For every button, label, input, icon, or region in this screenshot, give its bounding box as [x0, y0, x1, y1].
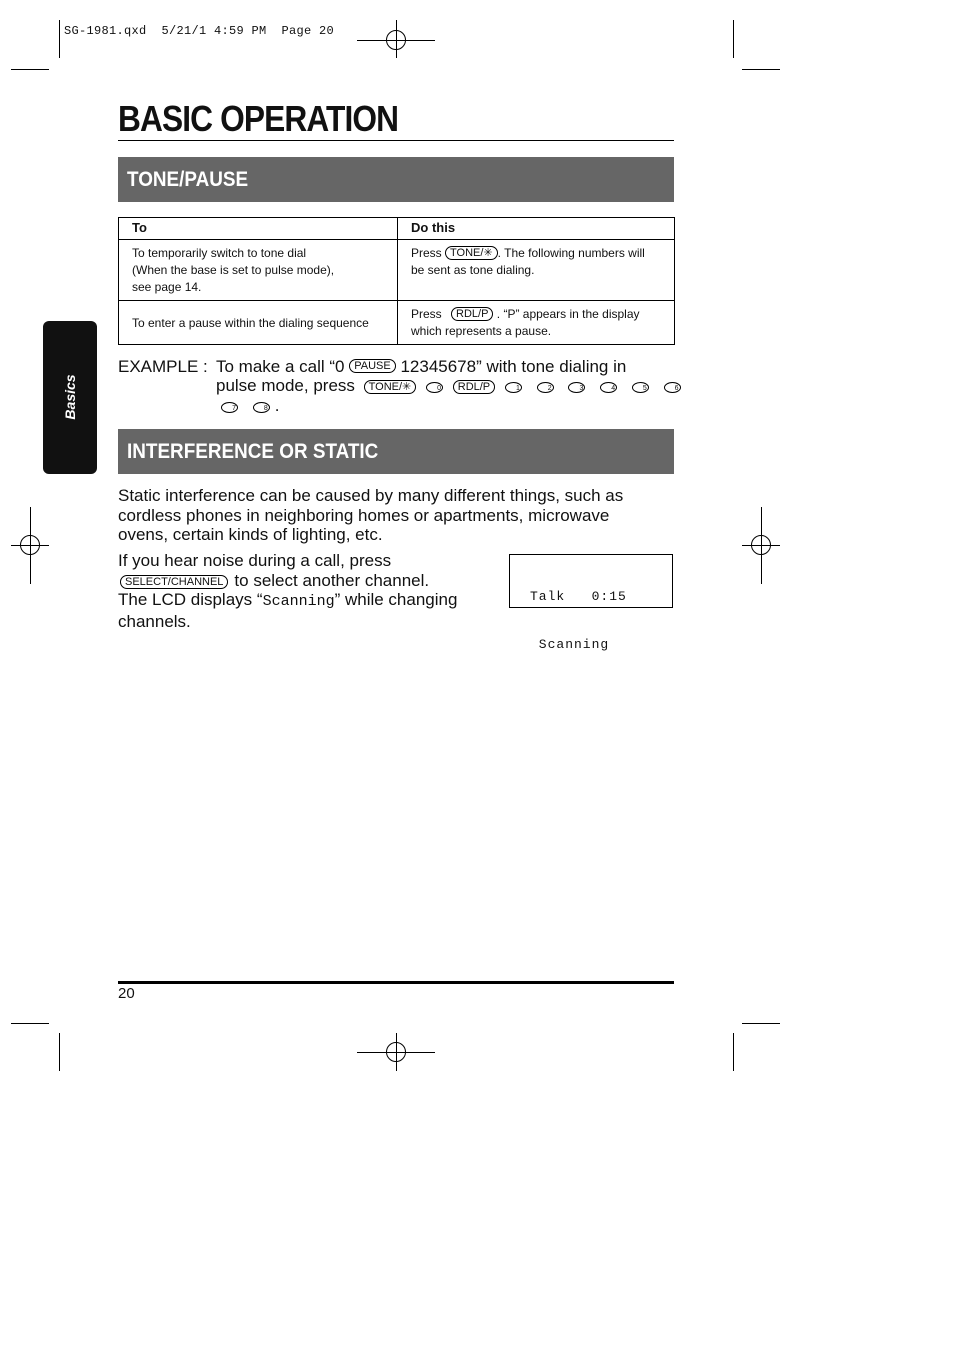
digit-key-icon: 2: [537, 382, 554, 393]
digit-key-0-icon: 0: [426, 382, 443, 393]
table-cell-to: To enter a pause within the dialing sequence: [119, 301, 398, 345]
digit-key-icon: 4: [600, 382, 617, 393]
section-header-interference: INTERFERENCE OR STATIC: [118, 429, 674, 474]
side-tab: [43, 321, 97, 474]
rdl-p-key-icon: RDL/P: [453, 380, 495, 394]
noise-instructions: If you hear noise during a call, press SELECT/CHANNEL to select another channel. The LCD displays “Scanning” while changing channels.: [118, 551, 458, 631]
digit-key-icon: 1: [505, 382, 522, 393]
digit-key-icon: 5: [632, 382, 649, 393]
table-cell-to: To temporarily switch to tone dial (When the base is set to pulse mode), see page 14.: [119, 240, 398, 301]
example-label: EXAMPLE :: [118, 357, 208, 376]
tone-key-icon: TONE/✳: [364, 380, 417, 394]
tone-key-icon: TONE/✳: [445, 246, 498, 260]
pause-key-icon: PAUSE: [349, 359, 395, 373]
table-cell-do-this: Press RDL/P . “P” appears in the display which represents a pause.: [398, 301, 675, 345]
page-number: 20: [118, 985, 135, 1002]
table-header-row: [119, 218, 675, 240]
digit-key-icon: 6: [664, 382, 681, 393]
select-channel-key-icon: SELECT/CHANNEL: [120, 575, 228, 589]
digit-key-icon: 3: [568, 382, 585, 393]
bottom-rule: [118, 981, 674, 984]
table-row: [119, 240, 675, 301]
page-title: BASIC OPERATION: [118, 98, 399, 139]
digit-key-icon: 7: [221, 402, 238, 413]
example-line-2: pulse mode, press TONE/✳ 0 RDL/P 1 2 3 4 5 6: [216, 376, 679, 395]
column-header-do-this: Do this: [398, 218, 675, 240]
example-line-3: 7 8 .: [216, 396, 279, 416]
lcd-display: [509, 554, 673, 652]
operations-table: [118, 217, 675, 345]
section-header-tone-pause: TONE/PAUSE: [118, 157, 674, 202]
example-line-1: To make a call “0 PAUSE 12345678” with tone dialing in: [216, 357, 627, 376]
lcd-line-1: Talk 0:15: [530, 589, 627, 604]
column-header-to: To: [119, 218, 398, 240]
lcd-line-2: Scanning: [530, 637, 610, 652]
table-cell-do-this: Press TONE/✳ . The following numbers will be sent as tone dialing.: [398, 240, 675, 301]
interference-paragraph: Static interference can be caused by many different things, such as cordless phones in neighboring homes or apartments, microwave ovens, certain kinds of lighting, etc.: [118, 486, 624, 544]
side-tab-label: Basics: [62, 374, 78, 420]
file-slug: SG-1981.qxd 5/21/1 4:59 PM Page 20: [64, 24, 335, 38]
table-row: [119, 301, 675, 345]
rdl-p-key-icon: RDL/P: [451, 307, 493, 321]
digit-key-icon: 8: [253, 402, 270, 413]
title-rule: [118, 140, 674, 141]
